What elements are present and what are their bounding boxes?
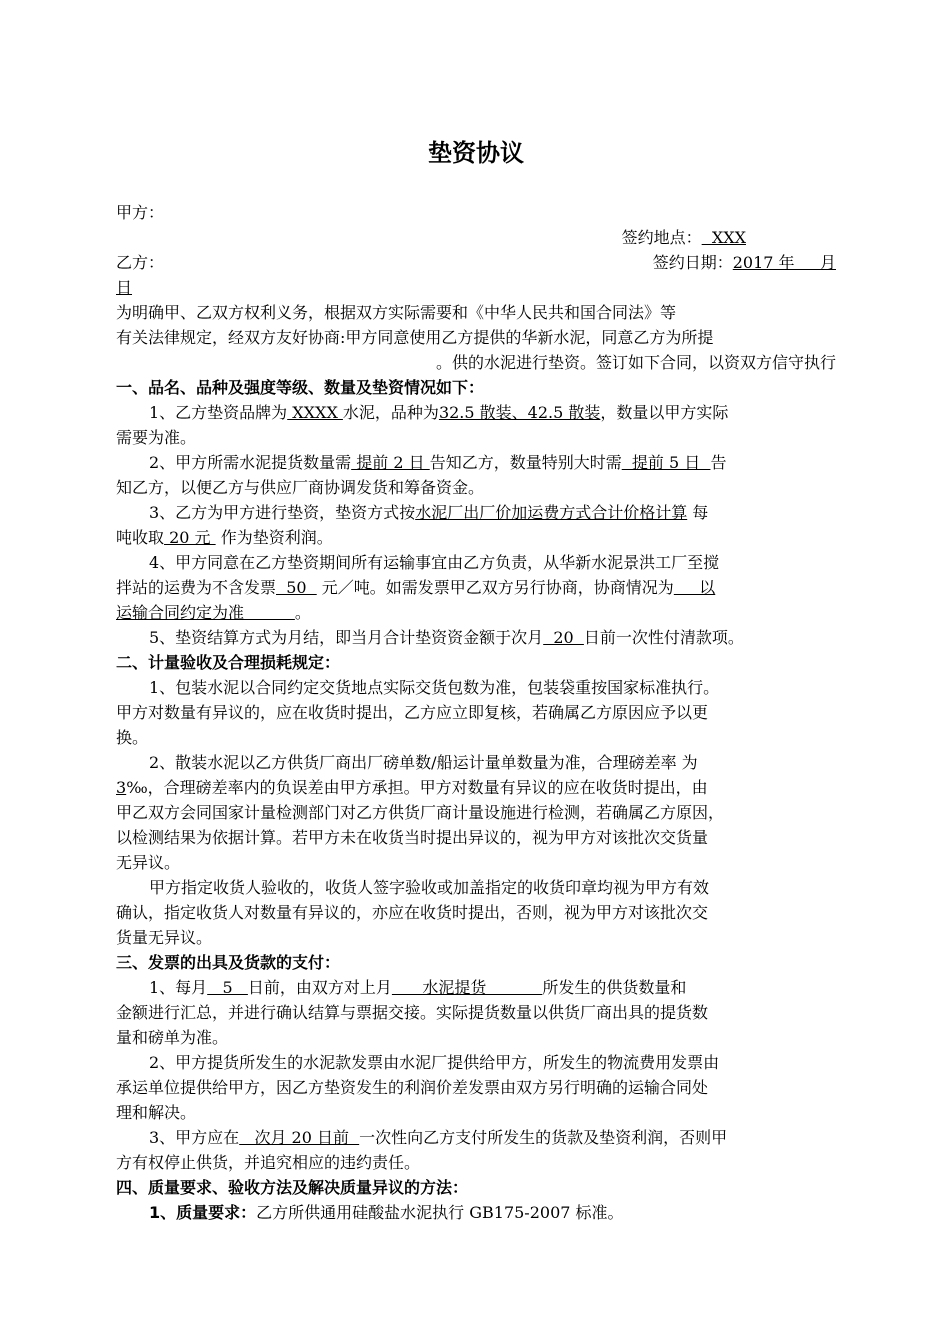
section-4-heading: 四、质量要求、验收方法及解决质量异议的方法： bbox=[116, 1178, 469, 1197]
s3-p2: 2、甲方提货所发生的水泥款发票由水泥厂提供给甲方，所发生的物流费用发票由 bbox=[149, 1053, 720, 1072]
text-run: 提前 5 日 bbox=[621, 453, 711, 472]
text-run: XXX bbox=[701, 228, 746, 247]
text-run: 1、每月 bbox=[149, 978, 208, 997]
text-run: 5 bbox=[207, 978, 248, 997]
text-run: 次月 20 日前 bbox=[239, 1128, 360, 1147]
s3-p2-cont: 理和解决。 bbox=[116, 1103, 197, 1122]
text-run: 每 bbox=[687, 503, 709, 522]
s4-p1 bbox=[116, 1200, 869, 1225]
text-run: 1、乙方垫资品牌为 bbox=[149, 403, 288, 422]
text-run: 乙方所供通用硅酸盐水泥执行 GB175-2007 标准。 bbox=[256, 1203, 624, 1222]
text-run: 告知乙方，数量特别大时需 bbox=[429, 453, 622, 472]
text-run: 20 元 bbox=[164, 528, 216, 547]
text-run: ，数量以甲方实际 bbox=[600, 403, 729, 422]
text-run: 告 bbox=[710, 453, 727, 472]
section-3-heading: 三、发票的出具及货款的支付： bbox=[116, 953, 341, 972]
s1-p1 bbox=[116, 400, 869, 425]
text-run: 所发生的供货数量和 bbox=[542, 978, 687, 997]
text-run: 1、质量要求： bbox=[149, 1203, 257, 1222]
text-run: 3 bbox=[116, 778, 127, 797]
text-run: 签约日期： bbox=[652, 253, 733, 272]
s1-p2-cont: 知乙方，以便乙方与供应厂商协调发货和筹备资金。 bbox=[116, 478, 485, 497]
text-run: 水泥厂出厂价加运费方式合计价格计算 bbox=[415, 503, 688, 522]
text-run: 元／吨。如需发票甲乙双方另行协商，协商情况为 bbox=[316, 578, 674, 597]
s1-p5 bbox=[116, 625, 869, 650]
text-run: 20 bbox=[543, 628, 584, 647]
s1-p1-cont: 需要为准。 bbox=[116, 428, 197, 447]
text-run: 2、甲方所需水泥提货数量需 bbox=[149, 453, 352, 472]
text-run: 50 bbox=[276, 578, 317, 597]
s3-p3-cont: 方有权停止供货，并追究相应的违约责任。 bbox=[116, 1153, 421, 1172]
sign-date-day bbox=[116, 275, 836, 300]
page-title: 垫资协议 bbox=[428, 139, 524, 167]
text-run: 3、甲方应在 bbox=[149, 1128, 240, 1147]
s2-p2-cont: 甲乙双方会同国家计量检测部门对乙方供货厂商计量设施进行检测，若确属乙方原因， bbox=[116, 803, 725, 822]
s2-p2-cont: 以检测结果为依据计算。若甲方未在收货当时提出异议的，视为甲方对该批次交货量 bbox=[116, 828, 709, 847]
s1-p4: 4、甲方同意在乙方垫资期间所有运输事宜由乙方负责，从华新水泥景洪工厂至搅 bbox=[149, 553, 720, 572]
text-run: 一次性向乙方支付所发生的货款及垫资利润，否则甲 bbox=[359, 1128, 728, 1147]
s3-p3 bbox=[116, 1125, 869, 1150]
section-2-heading: 二、计量验收及合理损耗规定： bbox=[116, 653, 341, 672]
preamble-line: 为明确甲、乙双方权利义务，根据双方实际需要和《中华人民共和国合同法》等 bbox=[116, 303, 677, 322]
party-b-label: 乙方： bbox=[116, 253, 165, 272]
sign-date bbox=[116, 250, 836, 275]
preamble-line: 。供的水泥进行垫资。签订如下合同，以资双方信守执行 bbox=[435, 353, 836, 372]
s1-p4-cont bbox=[116, 575, 836, 600]
text-run: 5、垫资结算方式为月结，即当月合计垫资资金额于次月 bbox=[149, 628, 544, 647]
s3-p1-cont: 金额进行汇总，并进行确认结算与票据交接。实际提货数量以供货厂商出具的提货数 bbox=[116, 1003, 709, 1022]
sign-place bbox=[116, 225, 746, 250]
text-run: 吨收取 bbox=[116, 528, 165, 547]
text-run: 3、乙方为甲方进行垫资，垫资方式按 bbox=[149, 503, 416, 522]
text-run: 提前 2 日 bbox=[351, 453, 430, 472]
text-run: ‰，合理磅差率内的负误差由甲方承担。甲方对数量有异议的应在收货时提出，由 bbox=[126, 778, 708, 797]
s2-p3: 甲方指定收货人验收的，收货人签字验收或加盖指定的收货印章均视为甲方有效 bbox=[149, 878, 710, 897]
text-run: 拌站的运费为不含发票 bbox=[116, 578, 277, 597]
s2-p3-cont: 货量无异议。 bbox=[116, 928, 213, 947]
s3-p1-cont: 量和磅单为准。 bbox=[116, 1028, 229, 1047]
s1-p4-cont2 bbox=[116, 600, 836, 625]
text-run: 签约地点： bbox=[621, 228, 702, 247]
s2-p2: 2、散装水泥以乙方供货厂商出厂磅单数/船运计量单数量为准，合理磅差率 为 bbox=[149, 753, 698, 772]
text-run: 水泥，品种为 bbox=[342, 403, 439, 422]
party-a-label: 甲方： bbox=[116, 203, 165, 222]
s3-p1 bbox=[116, 975, 869, 1000]
s2-p1: 1、包装水泥以合同约定交货地点实际交货包数为准，包装袋重按国家标准执行。 bbox=[149, 678, 720, 697]
text-run: 32.5 散装、42.5 散装 bbox=[438, 403, 601, 422]
text-run: 2017 年 月 bbox=[732, 253, 836, 272]
s1-p2 bbox=[116, 450, 869, 475]
s1-p3-cont bbox=[116, 525, 836, 550]
s2-p3-cont: 确认，指定收货人对数量有异议的，亦应在收货时提出，否则，视为甲方对该批次交 bbox=[116, 903, 709, 922]
s1-p3 bbox=[116, 500, 869, 525]
text-run: 日前，由双方对上月 bbox=[247, 978, 392, 997]
s3-p2-cont: 承运单位提供给甲方，因乙方垫资发生的利润价差发票由双方另行明确的运输合同处 bbox=[116, 1078, 709, 1097]
s2-p2-cont: 无异议。 bbox=[116, 853, 181, 872]
text-run: 以 bbox=[673, 578, 716, 597]
s2-p1-cont: 换。 bbox=[116, 728, 149, 747]
text-run: XXXX bbox=[287, 403, 343, 422]
text-run: 日 bbox=[116, 278, 133, 297]
text-run: 。 bbox=[294, 603, 311, 622]
text-run: 运输合同约定为准 bbox=[116, 603, 295, 622]
section-1-heading: 一、品名、品种及强度等级、数量及垫资情况如下： bbox=[116, 378, 485, 397]
preamble-line: 有关法律规定，经双方友好协商:甲方同意使用乙方提供的华新水泥，同意乙方为所提 bbox=[116, 328, 714, 347]
s2-p2-cont bbox=[116, 775, 836, 800]
text-run: 作为垫资利润。 bbox=[215, 528, 333, 547]
text-run: 水泥提货 bbox=[391, 978, 543, 997]
s2-p1-cont: 甲方对数量有异议的，应在收货时提出，乙方应立即复核，若确属乙方原因应予以更 bbox=[116, 703, 709, 722]
text-run: 日前一次性付清款项。 bbox=[583, 628, 744, 647]
